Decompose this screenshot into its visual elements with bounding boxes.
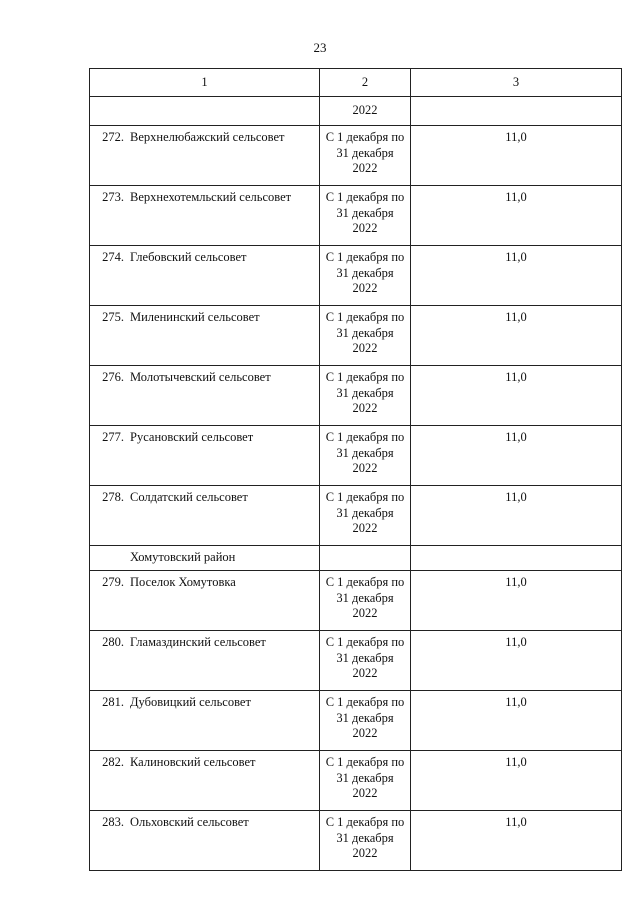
- period-line-2: 31 декабря: [336, 205, 394, 220]
- period-line-3: 2022: [352, 846, 378, 860]
- settlement-name: Калиновский сельсовет: [130, 755, 256, 769]
- page-number: 23: [313, 40, 327, 55]
- period-line-2: 31 декабря: [336, 830, 394, 845]
- continuation-col-3: [411, 97, 622, 126]
- period-cell: [320, 571, 411, 631]
- period-line-3: 2022: [352, 401, 378, 415]
- row-number: 277.: [102, 430, 124, 444]
- period-line-2: 31 декабря: [336, 650, 394, 665]
- value-cell: 11,0: [411, 691, 622, 751]
- continuation-col-2: 2022: [320, 97, 411, 126]
- period-line-1: С 1 декабря по: [325, 490, 405, 504]
- table-row: [90, 126, 622, 186]
- row-number: 279.: [102, 575, 124, 589]
- row-number: 276.: [102, 370, 124, 384]
- settlement-name: Верхнелюбажский сельсовет: [130, 130, 285, 144]
- settlement-cell: [90, 486, 320, 546]
- period-line-1: С 1 декабря по: [325, 575, 405, 589]
- settlement-name: Молотычевский сельсовет: [130, 370, 271, 384]
- settlement-cell: [90, 631, 320, 691]
- settlement-cell: [90, 751, 320, 811]
- header-col-2: 2: [320, 69, 411, 97]
- settlement-name: Миленинский сельсовет: [130, 310, 260, 324]
- period-line-3: 2022: [352, 606, 378, 620]
- district-name: Хомутовский район: [90, 546, 320, 571]
- table-row: [90, 691, 622, 751]
- settlement-cell: [90, 306, 320, 366]
- continuation-col-1: [90, 97, 320, 126]
- settlement-cell: [90, 571, 320, 631]
- table-row: [90, 631, 622, 691]
- table-row: [90, 811, 622, 871]
- period-cell: [320, 246, 411, 306]
- value-cell: 11,0: [411, 486, 622, 546]
- period-line-3: 2022: [352, 161, 378, 175]
- district-col-3: [411, 546, 622, 571]
- period-line-1: С 1 декабря по: [325, 370, 405, 384]
- period-line-1: С 1 декабря по: [325, 635, 405, 649]
- period-cell: [320, 631, 411, 691]
- district-col-2: [320, 546, 411, 571]
- period-line-2: 31 декабря: [336, 505, 394, 520]
- settlement-cell: [90, 811, 320, 871]
- period-line-1: С 1 декабря по: [325, 755, 405, 769]
- row-number: 282.: [102, 755, 124, 769]
- period-line-3: 2022: [352, 221, 378, 235]
- table-row: [90, 246, 622, 306]
- settlement-name: Солдатский сельсовет: [130, 490, 248, 504]
- value-cell: 11,0: [411, 306, 622, 366]
- row-number: 280.: [102, 635, 124, 649]
- table-row: [90, 751, 622, 811]
- settlement-name: Гламаздинский сельсовет: [130, 635, 266, 649]
- period-cell: [320, 486, 411, 546]
- settlement-cell: [90, 126, 320, 186]
- period-line-1: С 1 декабря по: [325, 190, 405, 204]
- period-line-3: 2022: [352, 281, 378, 295]
- table-row: [90, 366, 622, 426]
- period-line-2: 31 декабря: [336, 385, 394, 400]
- table-row: [90, 571, 622, 631]
- period-cell: [320, 186, 411, 246]
- settlement-cell: [90, 691, 320, 751]
- period-line-2: 31 декабря: [336, 145, 394, 160]
- value-cell: 11,0: [411, 426, 622, 486]
- value-cell: 11,0: [411, 186, 622, 246]
- period-line-2: 31 декабря: [336, 710, 394, 725]
- table-row: [90, 186, 622, 246]
- header-col-3: 3: [411, 69, 622, 97]
- period-line-3: 2022: [352, 726, 378, 740]
- value-cell: 11,0: [411, 126, 622, 186]
- period-line-2: 31 декабря: [336, 445, 394, 460]
- period-cell: [320, 126, 411, 186]
- period-cell: [320, 751, 411, 811]
- settlement-cell: [90, 246, 320, 306]
- period-line-2: 31 декабря: [336, 770, 394, 785]
- period-line-3: 2022: [352, 461, 378, 475]
- period-line-1: С 1 декабря по: [325, 130, 405, 144]
- row-number: 274.: [102, 250, 124, 264]
- period-cell: [320, 366, 411, 426]
- period-cell: [320, 426, 411, 486]
- row-number: 273.: [102, 190, 124, 204]
- period-line-3: 2022: [352, 666, 378, 680]
- district-row: [90, 546, 622, 571]
- value-cell: 11,0: [411, 631, 622, 691]
- period-cell: [320, 811, 411, 871]
- period-line-2: 31 декабря: [336, 265, 394, 280]
- row-number: 272.: [102, 130, 124, 144]
- row-number: 283.: [102, 815, 124, 829]
- row-number: 278.: [102, 490, 124, 504]
- settlement-name: Верхнехотемльский сельсовет: [130, 190, 292, 204]
- settlement-name: Глебовский сельсовет: [130, 250, 247, 264]
- settlement-name: Поселок Хомутовка: [130, 575, 236, 589]
- value-cell: 11,0: [411, 811, 622, 871]
- header-col-1: 1: [90, 69, 320, 97]
- header-row: [90, 69, 622, 97]
- period-line-3: 2022: [352, 341, 378, 355]
- row-number: 281.: [102, 695, 124, 709]
- row-number: 275.: [102, 310, 124, 324]
- period-line-2: 31 декабря: [336, 590, 394, 605]
- period-line-1: С 1 декабря по: [325, 815, 405, 829]
- table-row: [90, 306, 622, 366]
- settlement-cell: [90, 186, 320, 246]
- settlement-name: Дубовицкий сельсовет: [130, 695, 251, 709]
- settlement-name: Русановский сельсовет: [130, 430, 254, 444]
- period-line-1: С 1 декабря по: [325, 250, 405, 264]
- tariff-table: [89, 68, 622, 871]
- period-cell: [320, 306, 411, 366]
- settlement-name: Ольховский сельсовет: [130, 815, 249, 829]
- period-cell: [320, 691, 411, 751]
- period-line-3: 2022: [352, 786, 378, 800]
- value-cell: 11,0: [411, 571, 622, 631]
- period-line-1: С 1 декабря по: [325, 430, 405, 444]
- value-cell: 11,0: [411, 246, 622, 306]
- period-line-2: 31 декабря: [336, 325, 394, 340]
- period-line-3: 2022: [352, 521, 378, 535]
- continuation-row: [90, 97, 622, 126]
- table-row: [90, 486, 622, 546]
- table-row: [90, 426, 622, 486]
- settlement-cell: [90, 426, 320, 486]
- value-cell: 11,0: [411, 366, 622, 426]
- period-line-1: С 1 декабря по: [325, 310, 405, 324]
- value-cell: 11,0: [411, 751, 622, 811]
- period-line-1: С 1 декабря по: [325, 695, 405, 709]
- settlement-cell: [90, 366, 320, 426]
